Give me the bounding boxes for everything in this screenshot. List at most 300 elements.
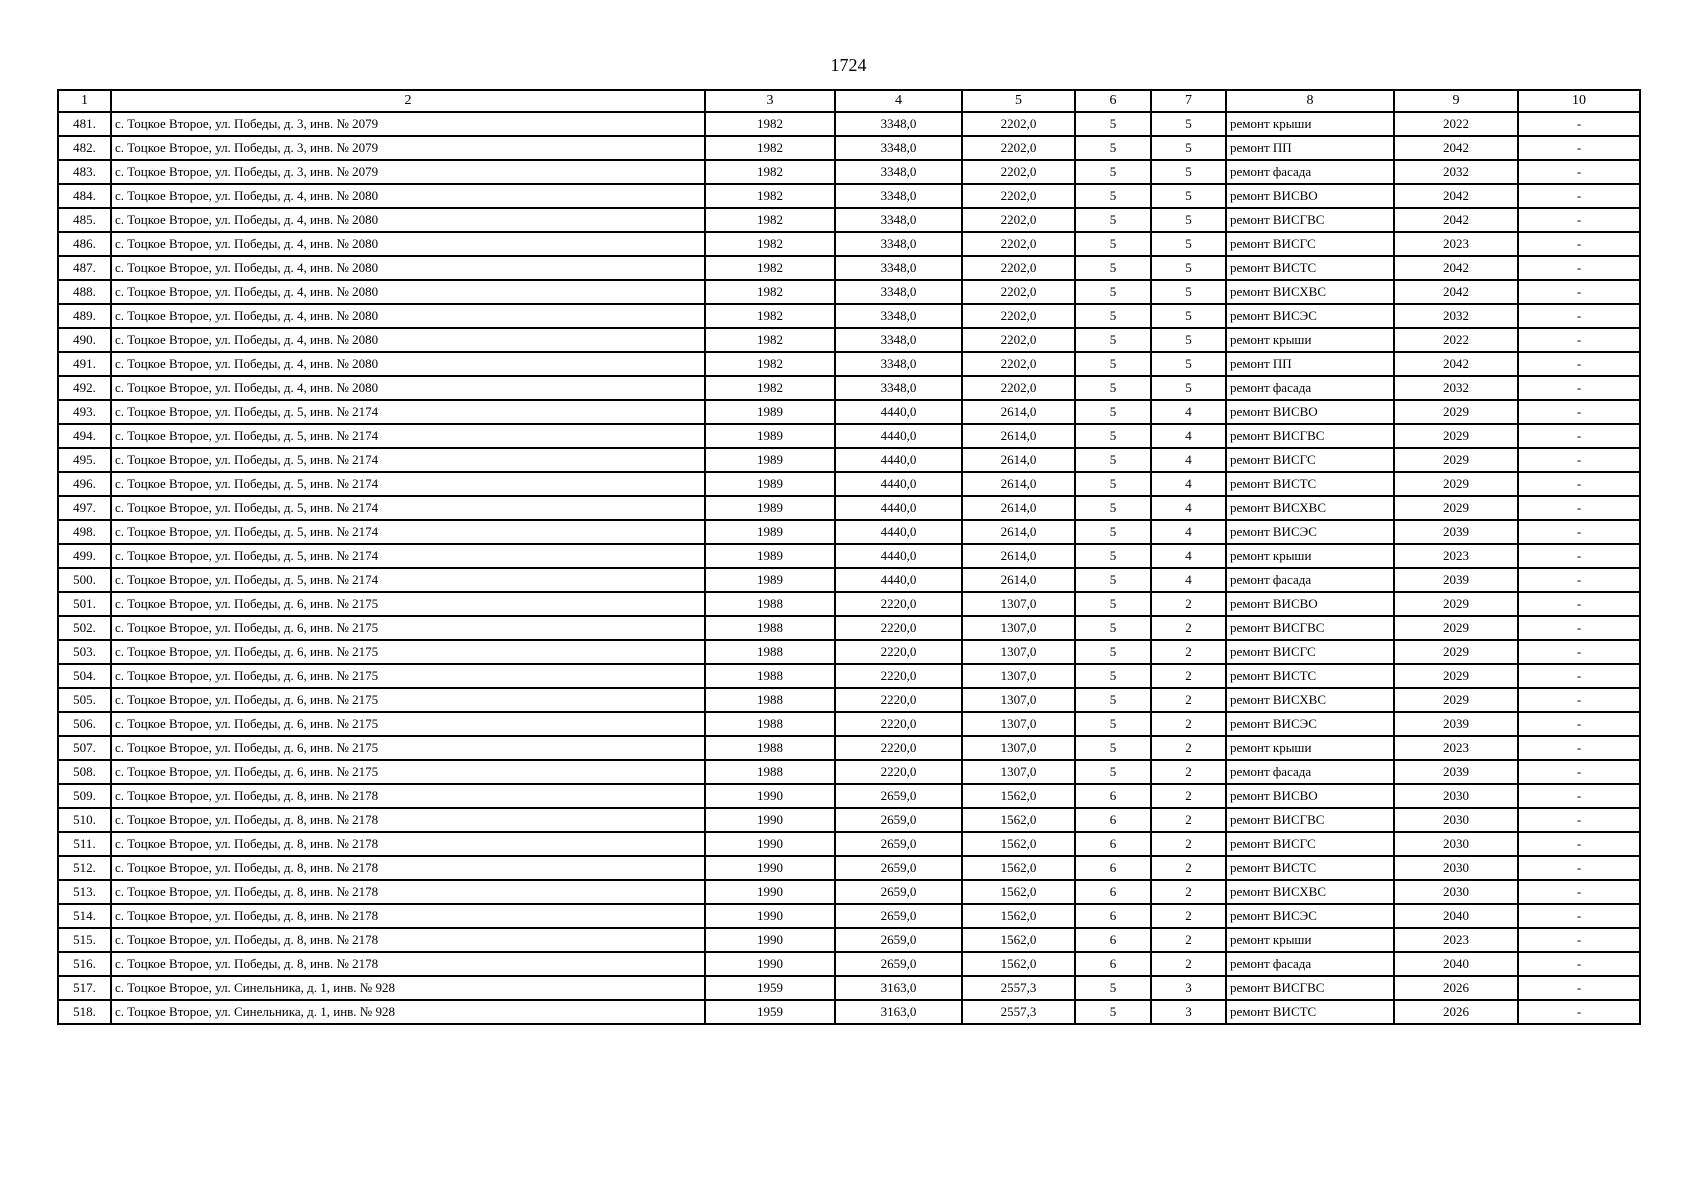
page-number: 1724 bbox=[830, 55, 867, 75]
entrances-cell: 4 bbox=[1151, 544, 1226, 568]
living-area-cell: 2614,0 bbox=[962, 472, 1075, 496]
total-area-cell: 2659,0 bbox=[835, 808, 962, 832]
build-year-cell: 1959 bbox=[705, 976, 835, 1000]
row-number-cell: 503. bbox=[58, 640, 111, 664]
repair-work-cell: ремонт фасада bbox=[1226, 568, 1394, 592]
address-cell: с. Тоцкое Второе, ул. Победы, д. 5, инв. № 2174 bbox=[111, 568, 705, 592]
planned-year-cell: 2042 bbox=[1394, 256, 1518, 280]
row-number-cell: 511. bbox=[58, 832, 111, 856]
total-area-cell: 3163,0 bbox=[835, 1000, 962, 1024]
repair-work-cell: ремонт ПП bbox=[1226, 352, 1394, 376]
entrances-cell: 5 bbox=[1151, 304, 1226, 328]
floors-cell: 5 bbox=[1075, 328, 1151, 352]
repair-work-cell: ремонт крыши bbox=[1226, 112, 1394, 136]
build-year-cell: 1988 bbox=[705, 592, 835, 616]
repair-work-cell: ремонт ВИСЭС bbox=[1226, 904, 1394, 928]
repair-work-cell: ремонт ВИСХВС bbox=[1226, 880, 1394, 904]
build-year-cell: 1982 bbox=[705, 280, 835, 304]
living-area-cell: 1307,0 bbox=[962, 616, 1075, 640]
build-year-cell: 1988 bbox=[705, 760, 835, 784]
address-cell: с. Тоцкое Второе, ул. Победы, д. 4, инв. № 2080 bbox=[111, 376, 705, 400]
living-area-cell: 2202,0 bbox=[962, 232, 1075, 256]
total-area-cell: 4440,0 bbox=[835, 544, 962, 568]
living-area-cell: 1307,0 bbox=[962, 736, 1075, 760]
repair-work-cell: ремонт ВИСХВС bbox=[1226, 496, 1394, 520]
build-year-cell: 1990 bbox=[705, 952, 835, 976]
entrances-cell: 5 bbox=[1151, 256, 1226, 280]
total-area-cell: 3348,0 bbox=[835, 184, 962, 208]
column-10-cell: - bbox=[1518, 808, 1640, 832]
entrances-cell: 4 bbox=[1151, 400, 1226, 424]
total-area-cell: 3348,0 bbox=[835, 136, 962, 160]
address-cell: с. Тоцкое Второе, ул. Победы, д. 3, инв. № 2079 bbox=[111, 112, 705, 136]
planned-year-cell: 2040 bbox=[1394, 904, 1518, 928]
row-number-cell: 498. bbox=[58, 520, 111, 544]
table-row bbox=[58, 976, 1640, 1000]
planned-year-cell: 2040 bbox=[1394, 952, 1518, 976]
build-year-cell: 1988 bbox=[705, 616, 835, 640]
floors-cell: 6 bbox=[1075, 856, 1151, 880]
repair-work-cell: ремонт крыши bbox=[1226, 328, 1394, 352]
living-area-cell: 1307,0 bbox=[962, 664, 1075, 688]
address-cell: с. Тоцкое Второе, ул. Победы, д. 8, инв. № 2178 bbox=[111, 832, 705, 856]
entrances-cell: 5 bbox=[1151, 112, 1226, 136]
floors-cell: 5 bbox=[1075, 112, 1151, 136]
table-row bbox=[58, 928, 1640, 952]
floors-cell: 6 bbox=[1075, 784, 1151, 808]
build-year-cell: 1989 bbox=[705, 544, 835, 568]
table-row bbox=[58, 616, 1640, 640]
table-row bbox=[58, 352, 1640, 376]
total-area-cell: 4440,0 bbox=[835, 448, 962, 472]
floors-cell: 5 bbox=[1075, 256, 1151, 280]
column-10-cell: - bbox=[1518, 304, 1640, 328]
row-number-cell: 507. bbox=[58, 736, 111, 760]
entrances-cell: 2 bbox=[1151, 688, 1226, 712]
row-number-cell: 493. bbox=[58, 400, 111, 424]
entrances-cell: 5 bbox=[1151, 280, 1226, 304]
repair-work-cell: ремонт ВИСГВС bbox=[1226, 808, 1394, 832]
floors-cell: 5 bbox=[1075, 400, 1151, 424]
column-10-cell: - bbox=[1518, 856, 1640, 880]
column-10-cell: - bbox=[1518, 448, 1640, 472]
column-10-cell: - bbox=[1518, 976, 1640, 1000]
build-year-cell: 1990 bbox=[705, 928, 835, 952]
address-cell: с. Тоцкое Второе, ул. Победы, д. 8, инв. № 2178 bbox=[111, 952, 705, 976]
planned-year-cell: 2032 bbox=[1394, 304, 1518, 328]
living-area-cell: 1307,0 bbox=[962, 712, 1075, 736]
address-cell: с. Тоцкое Второе, ул. Победы, д. 4, инв. № 2080 bbox=[111, 184, 705, 208]
total-area-cell: 2220,0 bbox=[835, 616, 962, 640]
floors-cell: 5 bbox=[1075, 472, 1151, 496]
address-cell: с. Тоцкое Второе, ул. Победы, д. 6, инв. № 2175 bbox=[111, 760, 705, 784]
column-10-cell: - bbox=[1518, 880, 1640, 904]
table-row bbox=[58, 448, 1640, 472]
row-number-cell: 485. bbox=[58, 208, 111, 232]
table-row bbox=[58, 424, 1640, 448]
entrances-cell: 2 bbox=[1151, 832, 1226, 856]
living-area-cell: 1562,0 bbox=[962, 808, 1075, 832]
address-cell: с. Тоцкое Второе, ул. Победы, д. 6, инв. № 2175 bbox=[111, 688, 705, 712]
address-cell: с. Тоцкое Второе, ул. Победы, д. 4, инв. № 2080 bbox=[111, 256, 705, 280]
build-year-cell: 1982 bbox=[705, 232, 835, 256]
build-year-cell: 1959 bbox=[705, 1000, 835, 1024]
address-cell: с. Тоцкое Второе, ул. Победы, д. 5, инв. № 2174 bbox=[111, 400, 705, 424]
entrances-cell: 2 bbox=[1151, 640, 1226, 664]
column-10-cell: - bbox=[1518, 640, 1640, 664]
row-number-cell: 506. bbox=[58, 712, 111, 736]
row-number-cell: 497. bbox=[58, 496, 111, 520]
table-row bbox=[58, 184, 1640, 208]
floors-cell: 5 bbox=[1075, 136, 1151, 160]
floors-cell: 5 bbox=[1075, 160, 1151, 184]
row-number-cell: 481. bbox=[58, 112, 111, 136]
table-row bbox=[58, 640, 1640, 664]
living-area-cell: 2614,0 bbox=[962, 544, 1075, 568]
planned-year-cell: 2030 bbox=[1394, 856, 1518, 880]
column-10-cell: - bbox=[1518, 472, 1640, 496]
column-10-cell: - bbox=[1518, 232, 1640, 256]
entrances-cell: 2 bbox=[1151, 952, 1226, 976]
address-cell: с. Тоцкое Второе, ул. Победы, д. 8, инв. № 2178 bbox=[111, 856, 705, 880]
column-10-cell: - bbox=[1518, 1000, 1640, 1024]
floors-cell: 5 bbox=[1075, 640, 1151, 664]
planned-year-cell: 2030 bbox=[1394, 784, 1518, 808]
planned-year-cell: 2023 bbox=[1394, 928, 1518, 952]
column-10-cell: - bbox=[1518, 736, 1640, 760]
entrances-cell: 5 bbox=[1151, 136, 1226, 160]
total-area-cell: 3348,0 bbox=[835, 208, 962, 232]
build-year-cell: 1989 bbox=[705, 568, 835, 592]
table-row bbox=[58, 280, 1640, 304]
entrances-cell: 2 bbox=[1151, 712, 1226, 736]
row-number-cell: 496. bbox=[58, 472, 111, 496]
total-area-cell: 2220,0 bbox=[835, 664, 962, 688]
total-area-cell: 2220,0 bbox=[835, 736, 962, 760]
column-10-cell: - bbox=[1518, 952, 1640, 976]
table-row bbox=[58, 904, 1640, 928]
column-10-cell: - bbox=[1518, 928, 1640, 952]
planned-year-cell: 2039 bbox=[1394, 712, 1518, 736]
address-cell: с. Тоцкое Второе, ул. Победы, д. 3, инв. № 2079 bbox=[111, 160, 705, 184]
floors-cell: 5 bbox=[1075, 232, 1151, 256]
build-year-cell: 1990 bbox=[705, 856, 835, 880]
planned-year-cell: 2030 bbox=[1394, 832, 1518, 856]
build-year-cell: 1988 bbox=[705, 688, 835, 712]
entrances-cell: 2 bbox=[1151, 784, 1226, 808]
planned-year-cell: 2030 bbox=[1394, 880, 1518, 904]
column-10-cell: - bbox=[1518, 400, 1640, 424]
column-header-8: 8 bbox=[1226, 90, 1394, 112]
table-row bbox=[58, 856, 1640, 880]
living-area-cell: 2202,0 bbox=[962, 184, 1075, 208]
planned-year-cell: 2029 bbox=[1394, 640, 1518, 664]
planned-year-cell: 2042 bbox=[1394, 352, 1518, 376]
column-header-4: 4 bbox=[835, 90, 962, 112]
living-area-cell: 2202,0 bbox=[962, 328, 1075, 352]
build-year-cell: 1989 bbox=[705, 472, 835, 496]
planned-year-cell: 2039 bbox=[1394, 568, 1518, 592]
table-row bbox=[58, 688, 1640, 712]
floors-cell: 5 bbox=[1075, 712, 1151, 736]
repair-work-cell: ремонт фасада bbox=[1226, 760, 1394, 784]
entrances-cell: 4 bbox=[1151, 496, 1226, 520]
table-row bbox=[58, 712, 1640, 736]
living-area-cell: 2614,0 bbox=[962, 568, 1075, 592]
column-10-cell: - bbox=[1518, 664, 1640, 688]
table-row bbox=[58, 400, 1640, 424]
row-number-cell: 500. bbox=[58, 568, 111, 592]
address-cell: с. Тоцкое Второе, ул. Победы, д. 4, инв. № 2080 bbox=[111, 304, 705, 328]
floors-cell: 6 bbox=[1075, 952, 1151, 976]
planned-year-cell: 2042 bbox=[1394, 136, 1518, 160]
column-10-cell: - bbox=[1518, 112, 1640, 136]
column-10-cell: - bbox=[1518, 784, 1640, 808]
build-year-cell: 1982 bbox=[705, 352, 835, 376]
planned-year-cell: 2022 bbox=[1394, 112, 1518, 136]
table-row bbox=[58, 736, 1640, 760]
column-10-cell: - bbox=[1518, 520, 1640, 544]
living-area-cell: 2202,0 bbox=[962, 304, 1075, 328]
address-cell: с. Тоцкое Второе, ул. Победы, д. 8, инв. № 2178 bbox=[111, 904, 705, 928]
column-header-1: 1 bbox=[58, 90, 111, 112]
repair-work-cell: ремонт ВИСТС bbox=[1226, 664, 1394, 688]
build-year-cell: 1989 bbox=[705, 400, 835, 424]
total-area-cell: 4440,0 bbox=[835, 472, 962, 496]
table-header-row bbox=[58, 90, 1640, 112]
row-number-cell: 517. bbox=[58, 976, 111, 1000]
address-cell: с. Тоцкое Второе, ул. Победы, д. 8, инв. № 2178 bbox=[111, 784, 705, 808]
planned-year-cell: 2023 bbox=[1394, 544, 1518, 568]
build-year-cell: 1982 bbox=[705, 304, 835, 328]
row-number-cell: 499. bbox=[58, 544, 111, 568]
repair-work-cell: ремонт ВИСТС bbox=[1226, 856, 1394, 880]
planned-year-cell: 2032 bbox=[1394, 160, 1518, 184]
total-area-cell: 2220,0 bbox=[835, 712, 962, 736]
total-area-cell: 3348,0 bbox=[835, 256, 962, 280]
living-area-cell: 2614,0 bbox=[962, 448, 1075, 472]
table-row bbox=[58, 328, 1640, 352]
entrances-cell: 3 bbox=[1151, 1000, 1226, 1024]
column-10-cell: - bbox=[1518, 592, 1640, 616]
total-area-cell: 3348,0 bbox=[835, 280, 962, 304]
planned-year-cell: 2039 bbox=[1394, 760, 1518, 784]
floors-cell: 6 bbox=[1075, 832, 1151, 856]
repair-work-cell: ремонт ВИСТС bbox=[1226, 472, 1394, 496]
row-number-cell: 518. bbox=[58, 1000, 111, 1024]
row-number-cell: 482. bbox=[58, 136, 111, 160]
address-cell: с. Тоцкое Второе, ул. Синельника, д. 1, инв. № 928 bbox=[111, 976, 705, 1000]
living-area-cell: 2202,0 bbox=[962, 112, 1075, 136]
entrances-cell: 5 bbox=[1151, 352, 1226, 376]
planned-year-cell: 2029 bbox=[1394, 688, 1518, 712]
total-area-cell: 2220,0 bbox=[835, 592, 962, 616]
repair-work-cell: ремонт ВИСТС bbox=[1226, 256, 1394, 280]
column-10-cell: - bbox=[1518, 616, 1640, 640]
entrances-cell: 4 bbox=[1151, 520, 1226, 544]
table-row bbox=[58, 304, 1640, 328]
floors-cell: 5 bbox=[1075, 352, 1151, 376]
total-area-cell: 3348,0 bbox=[835, 160, 962, 184]
entrances-cell: 5 bbox=[1151, 208, 1226, 232]
address-cell: с. Тоцкое Второе, ул. Победы, д. 8, инв. № 2178 bbox=[111, 808, 705, 832]
table-row bbox=[58, 952, 1640, 976]
living-area-cell: 1307,0 bbox=[962, 592, 1075, 616]
build-year-cell: 1982 bbox=[705, 160, 835, 184]
column-10-cell: - bbox=[1518, 424, 1640, 448]
address-cell: с. Тоцкое Второе, ул. Победы, д. 5, инв. № 2174 bbox=[111, 472, 705, 496]
planned-year-cell: 2022 bbox=[1394, 328, 1518, 352]
row-number-cell: 490. bbox=[58, 328, 111, 352]
column-header-10: 10 bbox=[1518, 90, 1640, 112]
column-10-cell: - bbox=[1518, 256, 1640, 280]
living-area-cell: 2557,3 bbox=[962, 1000, 1075, 1024]
planned-year-cell: 2029 bbox=[1394, 592, 1518, 616]
row-number-cell: 502. bbox=[58, 616, 111, 640]
table-row bbox=[58, 760, 1640, 784]
column-header-7: 7 bbox=[1151, 90, 1226, 112]
table-row bbox=[58, 808, 1640, 832]
column-10-cell: - bbox=[1518, 496, 1640, 520]
column-header-3: 3 bbox=[705, 90, 835, 112]
total-area-cell: 4440,0 bbox=[835, 424, 962, 448]
table-body bbox=[58, 112, 1640, 1024]
build-year-cell: 1982 bbox=[705, 184, 835, 208]
repair-work-cell: ремонт ВИСГВС bbox=[1226, 208, 1394, 232]
floors-cell: 5 bbox=[1075, 448, 1151, 472]
total-area-cell: 3348,0 bbox=[835, 112, 962, 136]
column-10-cell: - bbox=[1518, 904, 1640, 928]
total-area-cell: 3348,0 bbox=[835, 328, 962, 352]
entrances-cell: 5 bbox=[1151, 376, 1226, 400]
floors-cell: 5 bbox=[1075, 496, 1151, 520]
total-area-cell: 2659,0 bbox=[835, 880, 962, 904]
floors-cell: 6 bbox=[1075, 928, 1151, 952]
entrances-cell: 2 bbox=[1151, 736, 1226, 760]
total-area-cell: 2659,0 bbox=[835, 832, 962, 856]
repair-work-cell: ремонт фасада bbox=[1226, 160, 1394, 184]
build-year-cell: 1988 bbox=[705, 712, 835, 736]
floors-cell: 5 bbox=[1075, 520, 1151, 544]
floors-cell: 5 bbox=[1075, 544, 1151, 568]
row-number-cell: 504. bbox=[58, 664, 111, 688]
total-area-cell: 4440,0 bbox=[835, 496, 962, 520]
column-10-cell: - bbox=[1518, 352, 1640, 376]
entrances-cell: 2 bbox=[1151, 616, 1226, 640]
build-year-cell: 1982 bbox=[705, 136, 835, 160]
living-area-cell: 2202,0 bbox=[962, 376, 1075, 400]
living-area-cell: 1562,0 bbox=[962, 784, 1075, 808]
total-area-cell: 3348,0 bbox=[835, 352, 962, 376]
address-cell: с. Тоцкое Второе, ул. Победы, д. 5, инв. № 2174 bbox=[111, 520, 705, 544]
column-10-cell: - bbox=[1518, 160, 1640, 184]
repair-work-cell: ремонт фасада bbox=[1226, 376, 1394, 400]
address-cell: с. Тоцкое Второе, ул. Победы, д. 8, инв. № 2178 bbox=[111, 928, 705, 952]
address-cell: с. Тоцкое Второе, ул. Победы, д. 4, инв. № 2080 bbox=[111, 352, 705, 376]
planned-year-cell: 2029 bbox=[1394, 400, 1518, 424]
total-area-cell: 3348,0 bbox=[835, 304, 962, 328]
build-year-cell: 1989 bbox=[705, 424, 835, 448]
address-cell: с. Тоцкое Второе, ул. Победы, д. 5, инв. № 2174 bbox=[111, 424, 705, 448]
living-area-cell: 1562,0 bbox=[962, 832, 1075, 856]
row-number-cell: 514. bbox=[58, 904, 111, 928]
column-header-2: 2 bbox=[111, 90, 705, 112]
repair-work-cell: ремонт ВИСТС bbox=[1226, 1000, 1394, 1024]
row-number-cell: 508. bbox=[58, 760, 111, 784]
address-cell: с. Тоцкое Второе, ул. Победы, д. 5, инв. № 2174 bbox=[111, 544, 705, 568]
floors-cell: 6 bbox=[1075, 904, 1151, 928]
floors-cell: 5 bbox=[1075, 760, 1151, 784]
column-10-cell: - bbox=[1518, 688, 1640, 712]
row-number-cell: 515. bbox=[58, 928, 111, 952]
living-area-cell: 1562,0 bbox=[962, 904, 1075, 928]
floors-cell: 5 bbox=[1075, 1000, 1151, 1024]
build-year-cell: 1988 bbox=[705, 664, 835, 688]
floors-cell: 6 bbox=[1075, 880, 1151, 904]
total-area-cell: 2659,0 bbox=[835, 856, 962, 880]
entrances-cell: 4 bbox=[1151, 568, 1226, 592]
planned-year-cell: 2029 bbox=[1394, 496, 1518, 520]
floors-cell: 5 bbox=[1075, 208, 1151, 232]
row-number-cell: 489. bbox=[58, 304, 111, 328]
table-row bbox=[58, 568, 1640, 592]
address-cell: с. Тоцкое Второе, ул. Победы, д. 6, инв. № 2175 bbox=[111, 640, 705, 664]
entrances-cell: 2 bbox=[1151, 664, 1226, 688]
total-area-cell: 2220,0 bbox=[835, 640, 962, 664]
living-area-cell: 1562,0 bbox=[962, 856, 1075, 880]
build-year-cell: 1988 bbox=[705, 736, 835, 760]
address-cell: с. Тоцкое Второе, ул. Победы, д. 6, инв. № 2175 bbox=[111, 592, 705, 616]
entrances-cell: 2 bbox=[1151, 592, 1226, 616]
entrances-cell: 3 bbox=[1151, 976, 1226, 1000]
table-row bbox=[58, 544, 1640, 568]
total-area-cell: 2659,0 bbox=[835, 952, 962, 976]
row-number-cell: 483. bbox=[58, 160, 111, 184]
column-10-cell: - bbox=[1518, 832, 1640, 856]
build-year-cell: 1982 bbox=[705, 328, 835, 352]
entrances-cell: 5 bbox=[1151, 160, 1226, 184]
repair-work-cell: ремонт ВИСЭС bbox=[1226, 712, 1394, 736]
address-cell: с. Тоцкое Второе, ул. Победы, д. 5, инв. № 2174 bbox=[111, 448, 705, 472]
living-area-cell: 1307,0 bbox=[962, 688, 1075, 712]
total-area-cell: 2659,0 bbox=[835, 928, 962, 952]
planned-year-cell: 2029 bbox=[1394, 616, 1518, 640]
living-area-cell: 2202,0 bbox=[962, 208, 1075, 232]
repair-work-cell: ремонт ВИСЭС bbox=[1226, 304, 1394, 328]
repair-work-cell: ремонт ВИСГС bbox=[1226, 448, 1394, 472]
total-area-cell: 4440,0 bbox=[835, 520, 962, 544]
floors-cell: 5 bbox=[1075, 616, 1151, 640]
planned-year-cell: 2042 bbox=[1394, 184, 1518, 208]
row-number-cell: 492. bbox=[58, 376, 111, 400]
column-10-cell: - bbox=[1518, 184, 1640, 208]
column-10-cell: - bbox=[1518, 136, 1640, 160]
repair-work-cell: ремонт ВИСВО bbox=[1226, 784, 1394, 808]
floors-cell: 5 bbox=[1075, 736, 1151, 760]
row-number-cell: 488. bbox=[58, 280, 111, 304]
planned-year-cell: 2030 bbox=[1394, 808, 1518, 832]
address-cell: с. Тоцкое Второе, ул. Победы, д. 5, инв. № 2174 bbox=[111, 496, 705, 520]
repair-work-cell: ремонт ВИСХВС bbox=[1226, 688, 1394, 712]
repair-work-cell: ремонт ВИСГВС bbox=[1226, 976, 1394, 1000]
planned-year-cell: 2023 bbox=[1394, 232, 1518, 256]
column-header-6: 6 bbox=[1075, 90, 1151, 112]
table-row bbox=[58, 256, 1640, 280]
table-row bbox=[58, 784, 1640, 808]
living-area-cell: 2557,3 bbox=[962, 976, 1075, 1000]
repair-work-cell: ремонт крыши bbox=[1226, 928, 1394, 952]
repair-work-cell: ремонт ВИСГС bbox=[1226, 232, 1394, 256]
